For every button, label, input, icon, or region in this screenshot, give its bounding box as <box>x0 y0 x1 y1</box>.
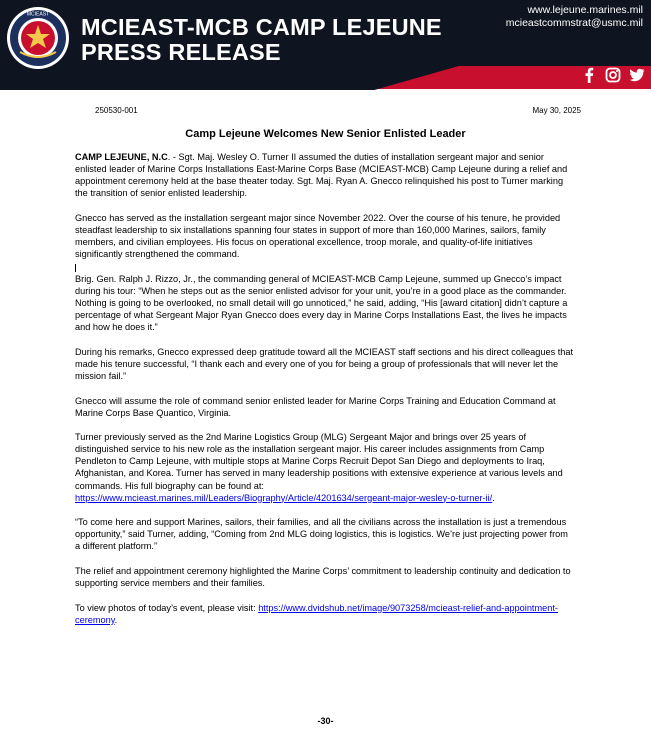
release-body <box>75 151 575 638</box>
paragraph-5: Gnecco will assume the role of command senior enlisted leader for Marine Corps Training and Education Command at Marine Corps Base Quantico, Virginia. <box>75 395 556 418</box>
text-cursor <box>75 264 76 272</box>
paragraph-9 <box>75 602 575 626</box>
paragraph-6 <box>75 431 575 504</box>
paragraph-1-text: . - Sgt. Maj. Wesley O. Turner II assumed the duties of installation sergeant major and senior enlisted leader of Marine Corps Installations East-Marine Corps Base (MCIEAST-MCB) Camp Lejeune during a relief and appointment ceremony held at the base theater today. Sgt. Maj. Ryan A. Gnecco relinquished his post to Turner marking the transition of senior enlisted leadership. <box>75 152 568 199</box>
mcieast-seal-icon <box>6 6 70 70</box>
paragraph-4: During his remarks, Gnecco expressed deep gratitude toward all the MCIEAST staff sections and his direct colleagues that made his tenure successful, “I thank each and every one of you for being a group of professionals that will never let the mission fail.” <box>75 346 574 381</box>
website-link[interactable]: www.lejeune.marines.mil <box>527 4 643 16</box>
title-line-2: PRESS RELEASE <box>81 39 281 65</box>
release-date: May 30, 2025 <box>532 106 581 115</box>
paragraph-2: Gnecco has served as the installation sergeant major since November 2022. Over the course of his tenure, he provided steadfast leadership to six installations spanning four states in support of more than 160,000 Marines, sailors, family members, and civilian employees. His focus on operational excellence, troop morale, and quality-of-life initiatives significantly strengthened the command. <box>75 212 561 260</box>
release-headline: Camp Lejeune Welcomes New Senior Enlisted Leader <box>185 128 466 140</box>
social-links <box>581 67 645 83</box>
instagram-icon[interactable] <box>605 67 621 83</box>
paragraph-3: Brig. Gen. Ralph J. Rizzo, Jr., the commanding general of MCIEAST-MCB Camp Lejeune, summed up Gnecco’s impact during his tour: “When he steps out as the senior enlisted advisor for your unit, you’re in a good place as the commander. Nothing is going to be overlooked, no small detail will go unnoticed,” he said, adding, “His [award citation] didn’t capture a percentage of what Sergeant Major Ryan Gnecco does every day in Marine Corps Installations East, the lives he impacts and how he does it.” <box>75 273 568 333</box>
paragraph-6-text: Turner previously served as the 2nd Marine Logistics Group (MLG) Sergeant Major and brings over 25 years of distinguished service to his new role as the installation sergeant major. His career includes assignments from Camp Pendleton to Camp Lejeune, with multiple stops at Marine Corps Recruit Depot San Diego and deployments to Iraq, Afghanistan, and Korea. Turner has served in many leadership positions with extensive experience at various levels and commands. His full biography can be found at: <box>75 432 563 491</box>
biography-link[interactable]: https://www.mcieast.marines.mil/Leaders/Biography/Article/4201634/sergeant-major-wesley-o-turner-ii/ <box>75 492 493 503</box>
press-release-header <box>0 0 651 89</box>
paragraph-7: “To come here and support Marines, sailors, their families, and all the civilians across the installation is just a tremendous opportunity,” said Turner, adding, “Coming from 2nd MLG doing logistics, this is logistics. We’re just projecting power from a different platform.” <box>75 517 568 552</box>
twitter-icon[interactable] <box>629 67 645 83</box>
paragraph-1 <box>75 151 575 199</box>
end-marker: -30- <box>317 716 334 726</box>
contact-info <box>506 4 643 30</box>
title-line-1: MCIEAST-MCB CAMP LEJEUNE <box>81 14 442 40</box>
seal-lettering: MCIEAST <box>26 11 50 18</box>
release-number: 250530-001 <box>95 106 138 115</box>
paragraph-8: The relief and appointment ceremony highlighted the Marine Corps’ commitment to leadership continuity and dedication to supporting service members and their families. <box>75 566 571 589</box>
dateline: CAMP LEJEUNE, N.C <box>75 152 168 162</box>
paragraph-9-end: . <box>114 614 118 625</box>
paragraph-9-text: To view photos of today’s event, please visit: <box>75 602 256 613</box>
paragraph-6-end: . <box>492 492 495 503</box>
facebook-icon[interactable] <box>581 67 597 83</box>
email-link[interactable]: mcieastcommstrat@usmc.mil <box>505 17 643 29</box>
page-title <box>81 15 442 65</box>
photos-link[interactable]: https://www.dvidshub.net/image/9073258/mcieast-relief-and-appointment-ceremony <box>75 602 558 625</box>
